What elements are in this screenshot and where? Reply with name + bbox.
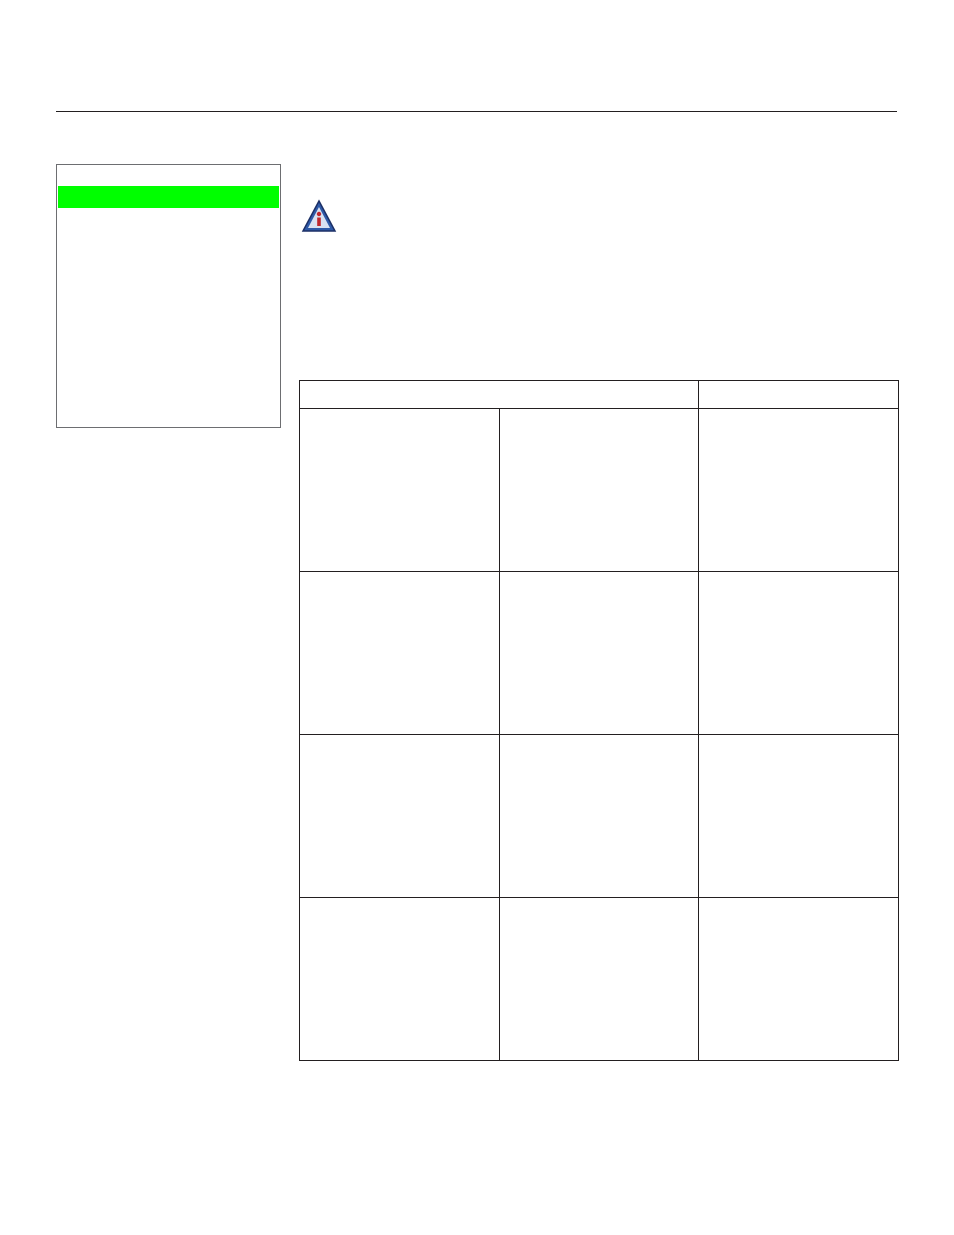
pattern-image-cell xyxy=(499,898,699,1061)
header-pattern xyxy=(300,381,699,409)
service-menu-title xyxy=(57,165,280,186)
table-row xyxy=(300,572,899,735)
menu-item-test-video[interactable] xyxy=(58,186,279,208)
grey-bars-image xyxy=(501,907,725,1033)
pattern-usage xyxy=(699,409,899,572)
menu-item-front-panel-brightness[interactable] xyxy=(58,383,279,405)
menu-item-miscellaneous[interactable] xyxy=(58,317,279,339)
pattern-usage xyxy=(699,898,899,1061)
pattern-image-cell xyxy=(499,735,699,898)
header-suggested-usage xyxy=(699,381,899,409)
service-menu xyxy=(56,164,281,428)
focus-grid-image xyxy=(501,744,725,870)
menu-item-display-device[interactable] xyxy=(58,230,279,252)
menu-item-network[interactable] xyxy=(58,252,279,274)
table-row xyxy=(300,735,899,898)
menu-item-input-names[interactable] xyxy=(58,208,279,230)
pattern-usage xyxy=(699,735,899,898)
table-row xyxy=(300,409,899,572)
pattern-image-cell xyxy=(499,409,699,572)
table-row xyxy=(300,898,899,1061)
menu-item-sync-threshold[interactable] xyxy=(58,339,279,361)
pattern-name xyxy=(300,735,500,898)
pattern-image-cell xyxy=(499,572,699,735)
menu-item-system-reset[interactable] xyxy=(58,405,279,427)
pattern-name xyxy=(300,572,500,735)
note-info-icon xyxy=(301,199,337,233)
menu-item-hdmi[interactable] xyxy=(58,361,279,383)
color-bars-1-image xyxy=(501,418,725,544)
menu-item-color-space[interactable] xyxy=(58,274,279,296)
test-patterns-table xyxy=(299,380,899,1061)
table-header-row xyxy=(300,381,899,409)
pattern-usage xyxy=(699,572,899,735)
header-divider xyxy=(56,111,897,112)
color-bars-2-image xyxy=(501,581,725,707)
pattern-name xyxy=(300,409,500,572)
menu-item-triggers[interactable] xyxy=(58,295,279,317)
pattern-name xyxy=(300,898,500,1061)
